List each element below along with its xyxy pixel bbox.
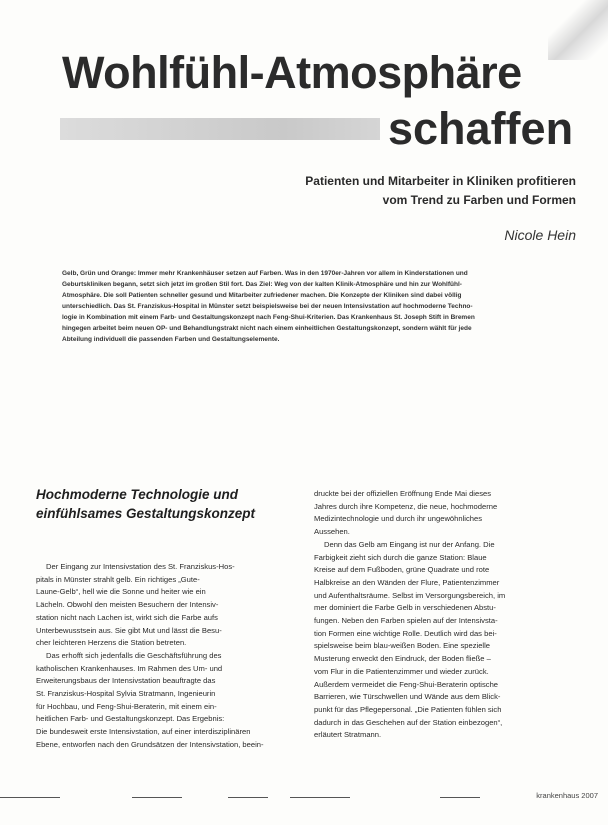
text-line: und Aufenthaltsräume. Selbst im Versorgungsbereich, im: [314, 590, 506, 600]
headline-line1: Wohlfühl-Atmosphäre: [62, 47, 522, 98]
text-line: Der Eingang zur Intensivstation des St. Franziskus-Hos-: [46, 562, 235, 571]
text-line: Das erhofft sich jedenfalls die Geschäftsführung des: [46, 650, 222, 660]
text-line: Außerdem vermeidet die Feng-Shui-Beraterin optische: [314, 679, 499, 689]
section-heading: [36, 485, 296, 523]
text-line: Ebene, entworfen nach den Grundsätzen der Intensivstation, beein-: [36, 739, 264, 749]
text-line: dadurch in das Geschehen auf der Station einbezogen“,: [314, 717, 503, 727]
body-column-right: [314, 488, 558, 742]
section-heading-line1: Hochmoderne Technologie und: [36, 487, 239, 502]
text-line: Denn das Gelb am Eingang ist nur der Anfang. Die: [324, 539, 495, 549]
text-line: Unterbewusstsein aus. Sie gibt Mut und lässt die Besu-: [36, 625, 222, 635]
text-line: heitlichen Farb- und Gestaltungskonzept. Das Ergebnis:: [36, 714, 225, 724]
text-line: punkt für das Pflegepersonal. „Die Patienten fühlen sich: [314, 704, 502, 714]
text-line: cher leichteren Herzens die Station betreten.: [36, 638, 187, 648]
text-line: Halbkreise an den Wänden der Flure, Patientenzimmer: [314, 577, 500, 587]
text-line: vom Flur in die Patientenzimmer und wieder zurück.: [314, 666, 489, 676]
text-line: mer dominiert die Farbe Gelb in verschiedenen Abstu-: [314, 603, 496, 613]
subtitle-line1: Patienten und Mitarbeiter in Kliniken profitieren: [305, 174, 576, 188]
author-byline: Nicole Hein: [504, 227, 576, 243]
text-line: tion Formen eine wichtige Rolle. Deutlich wird das bei-: [314, 628, 497, 638]
footer-rule: [132, 797, 182, 798]
lead-line: hingegen arbeitet beim neuen OP- und Behandlungstrakt nicht nach einem einheitlichen Gestaltungskonzept, sondern wählt für jede: [62, 325, 472, 332]
headline-gray-bar: [60, 118, 380, 140]
footer-rule: [0, 797, 60, 798]
text-line: Barrieren, wie Türschwellen und Wände aus dem Blick-: [314, 692, 501, 702]
footer-rule: [228, 797, 268, 798]
text-line: station nicht nach Lachen ist, wirkt sich die Farbe aufs: [36, 612, 218, 622]
lead-line: logie in Kombination mit einem Farb- und Gestaltungskonzept nach Feng-Shui-Kriterien. Das Krankenhaus St. Joseph Stift in Bremen: [62, 314, 475, 321]
text-line: druckte bei der offiziellen Eröffnung Ende Mai dieses: [314, 489, 492, 498]
text-line: Jahres durch ihre Kompetenz, die neue, hochmoderne: [314, 501, 498, 511]
text-line: fungen. Neben den Farben spielen auf der Intensivsta-: [314, 616, 498, 626]
text-line: St. Franziskus-Hospital Sylvia Stratmann, Ingenieurin: [36, 689, 216, 699]
text-line: Kreise auf dem Fußboden, grüne Quadrate und rote: [314, 565, 490, 575]
section-heading-line2: einfühlsames Gestaltungskonzept: [36, 506, 256, 521]
text-line: Medizintechnologie und durch ihr ungewöhnliches: [314, 514, 483, 524]
text-line: spielsweise beim blau-weißen Boden. Eine spezielle: [314, 641, 491, 651]
lead-paragraph: [62, 268, 598, 345]
text-line: erläutert Stratmann.: [314, 730, 382, 740]
text-line: Die bundesweit erste Intensivstation, auf einer interdisziplinären: [36, 727, 251, 737]
body-column-left: [36, 561, 292, 752]
text-line: Lächeln. Obwohl den meisten Besuchern der Intensiv-: [36, 600, 219, 610]
text-line: Farbigkeit zieht sich durch die ganze Station: Blaue: [314, 552, 487, 562]
headline-line2: schaffen: [388, 103, 574, 154]
text-line: katholischen Krankenhauses. Im Rahmen des Um- und: [36, 663, 223, 673]
lead-line: Atmosphäre. Die soll Patienten schneller gesund und Mitarbeiter zufriedener machen. Die Konzepte der Kliniken sind dabei völlig: [62, 292, 462, 299]
text-line: Aussehen.: [314, 527, 350, 537]
text-line: für Hochbau, und Feng-Shui-Beraterin, mit einem ein-: [36, 701, 217, 711]
text-line: Musterung erweckt den Eindruck, der Boden fließe –: [314, 654, 491, 664]
text-line: pitals in Münster strahlt gelb. Ein richtiges „Gute-: [36, 574, 200, 584]
subtitle-line2: vom Trend zu Farben und Formen: [382, 193, 576, 207]
subtitle: [176, 172, 576, 210]
footer-rule: [440, 797, 480, 798]
text-line: Laune-Gelb“, hell wie die Sonne und heiter wie ein: [36, 587, 206, 597]
text-line: Erweiterungsbaus der Intensivstation beauftragte das: [36, 676, 216, 686]
footer-journal-label: krankenhaus 2007: [536, 791, 598, 800]
lead-line: Geburtskliniken begann, setzt sich jetzt im großen Stil fort. Das Ziel: Weg von der kalten Klinik-Atmosphäre und hin zur Wohlfühl-: [62, 281, 462, 288]
footer-rule: [290, 797, 350, 798]
lead-line: unterschiedlich. Das St. Franziskus-Hospital in Münster setzt beispielsweise bei der neuen Intensivstation auf hochmoderne Techno-: [62, 303, 473, 310]
lead-line: Abteilung individuell die passenden Farben und Gestaltungselemente.: [62, 336, 280, 343]
lead-line: Gelb, Grün und Orange: Immer mehr Krankenhäuser setzen auf Farben. Was in den 1970er-Jahren vor allem in Kinderstationen und: [62, 270, 468, 277]
